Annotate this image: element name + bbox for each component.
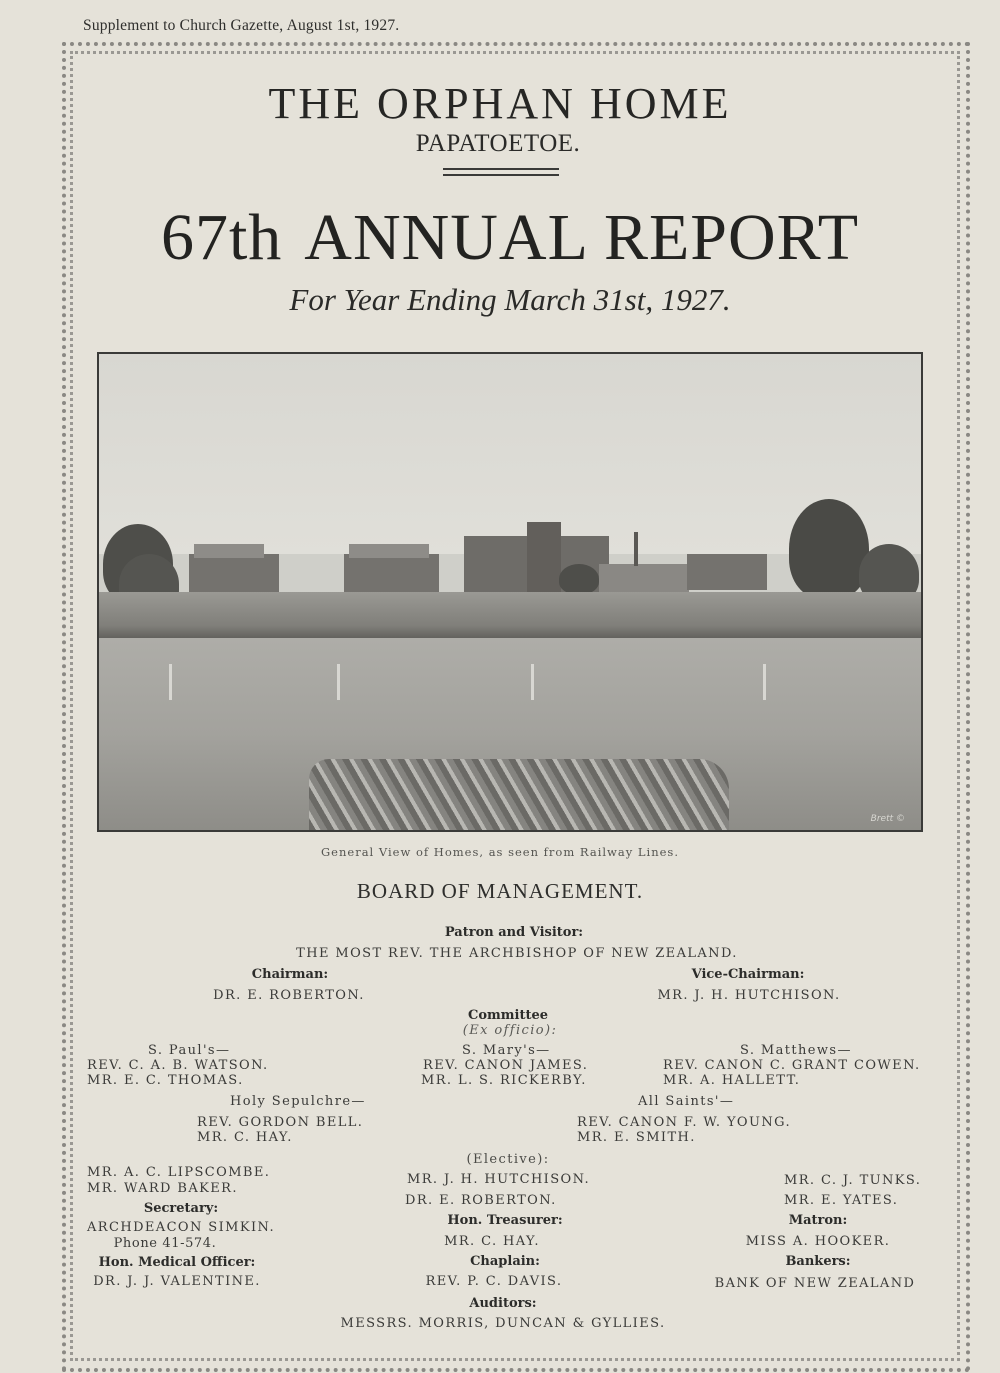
elective-member: MR. J. H. HUTCHISON.	[407, 1172, 591, 1187]
treasurer-name: MR. C. HAY.	[444, 1234, 540, 1249]
elective-member: MR. E. YATES.	[784, 1193, 899, 1208]
year-ending-line: For Year Ending March 31st, 1927.	[289, 282, 731, 317]
report-title-text: ANNUAL REPORT	[304, 201, 860, 274]
report-title	[10, 200, 1000, 276]
board-heading: BOARD OF MANAGEMENT.	[356, 879, 644, 903]
parish-holy-sepulchre: Holy Sepulchre—	[230, 1094, 366, 1109]
photo-rocks	[309, 759, 729, 830]
committee-member: REV. CANON JAMES.	[423, 1058, 589, 1073]
elective-member: MR. WARD BAKER.	[87, 1181, 238, 1196]
medical-officer-label: Hon. Medical Officer:	[98, 1255, 256, 1270]
treasurer-label: Hon. Treasurer:	[447, 1213, 563, 1228]
matron-name: MISS A. HOOKER.	[745, 1234, 891, 1249]
photo-credit: Brett ©	[870, 814, 905, 824]
photo-fence-post	[763, 664, 766, 700]
committee-member: REV. CANON C. GRANT COWEN.	[663, 1058, 921, 1073]
auditors-label: Auditors:	[469, 1296, 537, 1311]
photo-fence-post	[169, 664, 172, 700]
supplement-header: Supplement to Church Gazette, August 1st, 1927.	[83, 17, 400, 34]
chaplain-label: Chaplain:	[470, 1254, 540, 1269]
vice-chairman-label: Vice-Chairman:	[691, 967, 805, 982]
photo-fence-post	[337, 664, 340, 700]
elective-member: MR. A. C. LIPSCOMBE.	[87, 1165, 271, 1180]
parish-st-matthews: S. Matthews—	[740, 1043, 852, 1058]
institution-title: THE ORPHAN HOME	[268, 79, 732, 128]
secretary-name: ARCHDEACON SIMKIN.	[87, 1220, 275, 1235]
committee-member: MR. E. SMITH.	[577, 1130, 696, 1145]
photo-building-roof	[194, 544, 264, 558]
committee-label: Committee	[467, 1008, 549, 1023]
secretary-phone: Phone 41-574.	[113, 1236, 217, 1251]
title-divider	[443, 168, 559, 176]
bankers-label: Bankers:	[785, 1254, 851, 1269]
vice-chairman-name: MR. J. H. HUTCHISON.	[657, 988, 841, 1003]
parish-all-saints: All Saints'—	[638, 1094, 735, 1109]
medical-officer-name: DR. J. J. VALENTINE.	[93, 1274, 261, 1289]
secretary-label: Secretary:	[143, 1201, 219, 1216]
committee-member: MR. A. HALLETT.	[663, 1073, 801, 1088]
photo-building	[687, 554, 767, 590]
place-subtitle: PAPATOETOE.	[415, 130, 581, 157]
ex-officio-label: (Ex officio):	[462, 1023, 558, 1038]
patron-name: THE MOST REV. THE ARCHBISHOP OF NEW ZEALAND.	[296, 946, 738, 961]
chairman-name: DR. E. ROBERTON.	[213, 988, 365, 1003]
auditors-name: MESSRS. MORRIS, DUNCAN & GYLLIES.	[340, 1316, 666, 1331]
committee-member: REV. GORDON BELL.	[197, 1115, 364, 1130]
homes-photograph	[97, 352, 923, 832]
report-ordinal: 67th	[160, 201, 283, 274]
photo-fence-post	[531, 664, 534, 700]
photo-building-roof	[349, 544, 429, 558]
elective-label: (Elective):	[466, 1152, 550, 1167]
committee-member: REV. C. A. B. WATSON.	[87, 1058, 269, 1073]
photo-caption: General View of Homes, as seen from Railway Lines.	[321, 845, 679, 859]
bankers-name: BANK OF NEW ZEALAND	[714, 1276, 916, 1291]
parish-st-marys: S. Mary's—	[462, 1043, 551, 1058]
photo-spire	[634, 532, 638, 566]
chairman-label: Chairman:	[251, 967, 329, 982]
chaplain-name: REV. P. C. DAVIS.	[425, 1274, 563, 1289]
photo-scrub	[99, 592, 921, 640]
parish-st-pauls: S. Paul's—	[148, 1043, 231, 1058]
committee-member: REV. CANON F. W. YOUNG.	[577, 1115, 791, 1130]
photo-tower	[527, 522, 561, 592]
matron-label: Matron:	[788, 1213, 848, 1228]
photo-building	[344, 554, 439, 596]
committee-member: MR. C. HAY.	[197, 1130, 293, 1145]
photo-tree	[559, 564, 599, 594]
elective-member: DR. E. ROBERTON.	[405, 1193, 557, 1208]
committee-member: MR. E. C. THOMAS.	[87, 1073, 244, 1088]
committee-member: MR. L. S. RICKERBY.	[421, 1073, 587, 1088]
elective-member: MR. C. J. TUNKS.	[784, 1173, 922, 1188]
patron-label: Patron and Visitor:	[444, 925, 584, 940]
photo-tree	[789, 499, 869, 599]
